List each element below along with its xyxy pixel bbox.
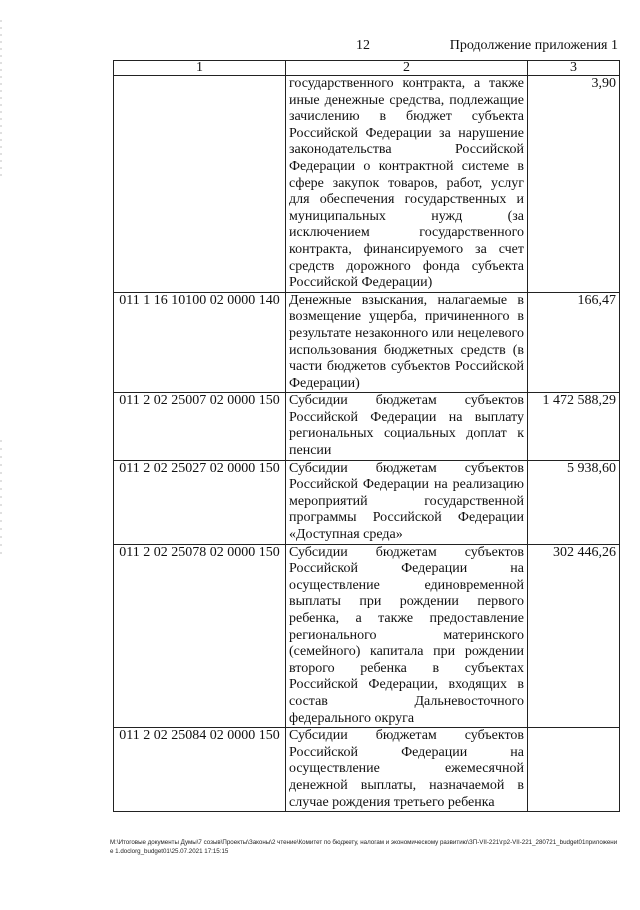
file-path-footer: М:\Итоговые документы Думы\7 созыв\Проекты\Законы\2 чтение\Комитет по бюджету, налогам и экономическому развитию\ЗП-VII-221\гр2-VII-221_280721_budget01приложение 1.doclorg_budget01\25.07.2021 17:15:15 [110, 839, 618, 855]
continuation-title: Продолжение приложения 1 [449, 38, 618, 53]
column-header-1: 1 [114, 61, 286, 76]
amount-cell: 302 446,26 [528, 544, 620, 728]
table-row [114, 728, 620, 812]
description-cell: Субсидии бюджетам субъектов Российской Федерации на осуществление единовременной выплаты при рождении первого ребенка, а также предоставление регионального материнского (семейного) капитала при рождении второго ребенка в субъектах Российской Федерации, входящих в состав Дальневосточного федерального округа [286, 544, 528, 728]
description-cell: Денежные взыскания, налагаемые в возмещение ущерба, причиненного в результате незаконного или нецелевого использования бюджетных средств (в части бюджетов субъектов Российской Федерации) [286, 292, 528, 393]
description-cell: Субсидии бюджетам субъектов Российской Федерации на выплату региональных социальных доплат к пенсии [286, 393, 528, 460]
table-row [114, 544, 620, 728]
budget-code-cell: 011 1 16 10100 02 0000 140 [114, 292, 286, 393]
budget-code-cell [114, 76, 286, 293]
appendix-table [113, 60, 620, 812]
table-row [114, 292, 620, 393]
budget-code-cell: 011 2 02 25084 02 0000 150 [114, 728, 286, 812]
description-cell: Субсидии бюджетам субъектов Российской Федерации на реализацию мероприятий государственной программы Российской Федерации «Доступная среда» [286, 460, 528, 544]
budget-code-cell: 011 2 02 25007 02 0000 150 [114, 393, 286, 460]
amount-cell: 3,90 [528, 76, 620, 293]
table-row [114, 76, 620, 293]
table-row [114, 460, 620, 544]
amount-cell: 5 938,60 [528, 460, 620, 544]
table-row [114, 393, 620, 460]
column-header-3: 3 [528, 61, 620, 76]
description-cell: государственного контракта, а также иные денежные средства, подлежащие зачислению в бюджет субъекта Российской Федерации за нарушение законодательства Российской Федерации о контрактной системе в сфере закупок товаров, работ, услуг для обеспечения государственных и муниципальных нужд (за исключением государственного контракта, финансируемого за счет средств дорожного фонда субъекта Российской Федерации) [286, 76, 528, 293]
column-header-2: 2 [286, 61, 528, 76]
page-number: 12 [356, 38, 370, 53]
scan-edge-svg [0, 0, 3, 905]
amount-cell: 1 472 588,29 [528, 393, 620, 460]
column-number-row [114, 61, 620, 76]
description-cell: Субсидии бюджетам субъектов Российской Федерации на осуществление ежемесячной денежной выплаты, назначаемой в случае рождения третьего ребенка [286, 728, 528, 812]
amount-cell: 166,47 [528, 292, 620, 393]
budget-code-cell: 011 2 02 25027 02 0000 150 [114, 460, 286, 544]
amount-cell [528, 728, 620, 812]
scan-edge-marks [0, 0, 3, 905]
budget-code-cell: 011 2 02 25078 02 0000 150 [114, 544, 286, 728]
